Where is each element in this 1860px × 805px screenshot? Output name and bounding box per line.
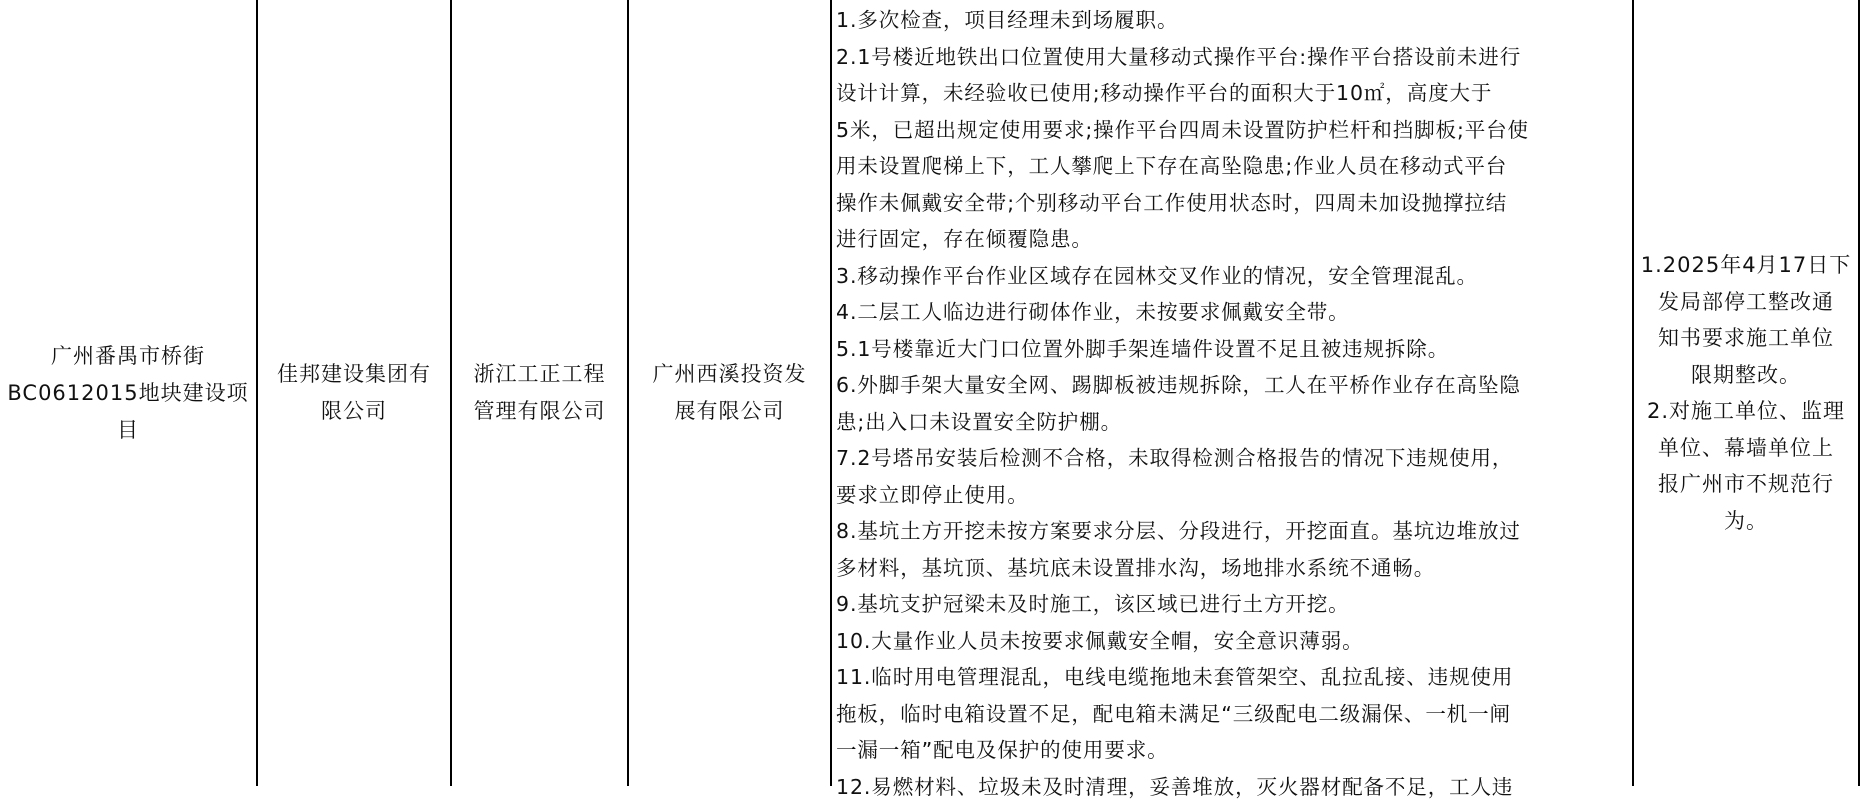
project-name-line: 目	[7, 412, 248, 449]
project-name-line: BC0612015地块建设项	[7, 375, 248, 412]
developer-line: 广州西溪投资发	[653, 356, 807, 393]
remedy-line: 2.对施工单位、监理	[1641, 393, 1852, 430]
issue-line: 患;出入口未设置安全防护棚。	[836, 404, 1626, 441]
remedy-cell	[1632, 0, 1860, 786]
issue-line: 多材料，基坑顶、基坑底未设置排水沟，场地排水系统不通畅。	[836, 550, 1626, 587]
remedy-line: 单位、幕墙单位上	[1641, 430, 1852, 467]
issue-line: 9.基坑支护冠梁未及时施工，该区域已进行土方开挖。	[836, 586, 1626, 623]
issue-line: 操作未佩戴安全带;个别移动平台工作使用状态时，四周未加设抛撑拉结	[836, 185, 1626, 222]
issue-line: 5.1号楼靠近大门口位置外脚手架连墙件设置不足且被违规拆除。	[836, 331, 1626, 368]
issue-line: 5米，已超出规定使用要求;操作平台四周未设置防护栏杆和挡脚板;平台使	[836, 112, 1626, 149]
issue-line: 8.基坑土方开挖未按方案要求分层、分段进行，开挖面直。基坑边堆放过	[836, 513, 1626, 550]
issue-line: 1.多次检查，项目经理未到场履职。	[836, 2, 1626, 39]
issue-line: 4.二层工人临边进行砌体作业，未按要求佩戴安全带。	[836, 294, 1626, 331]
issue-line: 2.1号楼近地铁出口位置使用大量移动式操作平台:操作平台搭设前未进行	[836, 39, 1626, 76]
issues-list	[836, 2, 1626, 805]
issue-line: 要求立即停止使用。	[836, 477, 1626, 514]
issue-line: 进行固定，存在倾覆隐患。	[836, 221, 1626, 258]
project-name-line: 广州番禺市桥街	[7, 338, 248, 375]
developer-line: 展有限公司	[653, 393, 807, 430]
contractor-name	[273, 356, 435, 430]
contractor-line: 限公司	[277, 393, 431, 430]
issue-line: 3.移动操作平台作业区域存在园林交叉作业的情况，安全管理混乱。	[836, 258, 1626, 295]
remedy-line: 1.2025年4月17日下	[1641, 247, 1852, 284]
supervisor-line: 管理有限公司	[474, 393, 606, 430]
remedy-line: 限期整改。	[1641, 357, 1852, 394]
remedy-line: 为。	[1641, 503, 1852, 540]
supervisor-name	[470, 356, 610, 430]
issue-line: 一漏一箱”配电及保护的使用要求。	[836, 732, 1626, 769]
issue-line: 7.2号塔吊安装后检测不合格，未取得检测合格报告的情况下违规使用，	[836, 440, 1626, 477]
issues-cell	[830, 0, 1632, 786]
contractor-line: 佳邦建设集团有	[277, 356, 431, 393]
issue-line: 10.大量作业人员未按要求佩戴安全帽，安全意识薄弱。	[836, 623, 1626, 660]
project-name-cell	[0, 0, 256, 786]
contractor-cell	[256, 0, 450, 786]
issue-line: 12.易燃材料、垃圾未及时清理，妥善堆放，灭火器材配备不足，工人违	[836, 769, 1626, 805]
developer-cell	[627, 0, 830, 786]
remedy-line: 知书要求施工单位	[1641, 320, 1852, 357]
issue-line: 用未设置爬梯上下，工人攀爬上下存在高坠隐患;作业人员在移动式平台	[836, 148, 1626, 185]
supervisor-cell	[450, 0, 627, 786]
issue-line: 拖板，临时电箱设置不足，配电箱未满足“三级配电二级漏保、一机一闸	[836, 696, 1626, 733]
remedy-text	[1637, 247, 1856, 539]
issue-line: 6.外脚手架大量安全网、踢脚板被违规拆除，工人在平桥作业存在高坠隐	[836, 367, 1626, 404]
remedy-line: 发局部停工整改通	[1641, 284, 1852, 321]
remedy-line: 报广州市不规范行	[1641, 466, 1852, 503]
developer-name	[649, 356, 811, 430]
project-name	[3, 338, 252, 449]
issue-line: 设计计算，未经验收已使用;移动操作平台的面积大于10㎡，高度大于	[836, 75, 1626, 112]
issue-line: 11.临时用电管理混乱，电线电缆拖地未套管架空、乱拉乱接、违规使用	[836, 659, 1626, 696]
supervisor-line: 浙江工正工程	[474, 356, 606, 393]
